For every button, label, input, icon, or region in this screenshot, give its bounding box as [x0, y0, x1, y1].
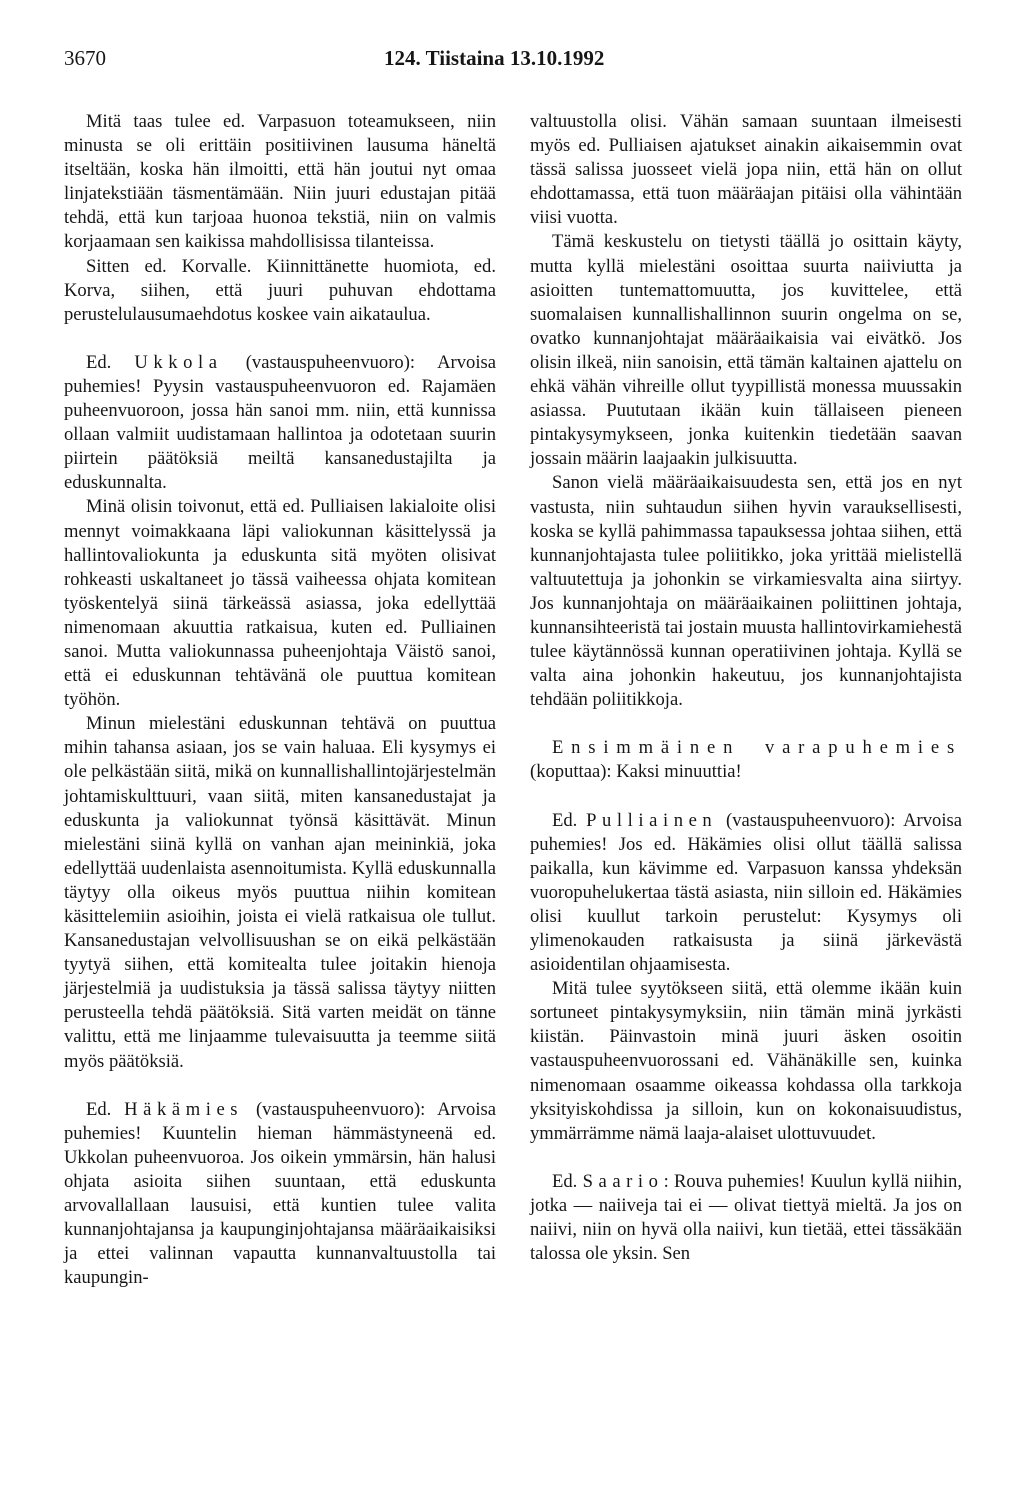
speech-saario: [530, 1170, 962, 1266]
paragraph: Tämä keskustelu on tietysti täällä jo osittain käyty, mutta kyllä mielestäni osoittaa suurta naiiviutta ja asioitten tuntemattomuutta, jos kuvittelee, että suomalaisen kunnallishallinnon suurin ongelma on se, ovatko kunnanjohtajat määräaikaisia vai eivätkö. Jos olisin ilkeä, niin sanoisin, että tämän kaltainen ajattelu on ehkä vähän vihreille ollut tyypillistä monessa muussakin asiassa. Puututaan ikään kuin tällaiseen pieneen pintakysymykseen, jonka kuitenkin tiedetään saavan jossain määrin laajaakin julkisuutta.: [530, 231, 962, 470]
speech-text: (vastauspuheenvuoro): Arvoisa puhemies! Kuuntelin hieman hämmästyneenä ed. Ukkolan puheenvuoroa. Jos oikein ymmärsin, hän halusi ohjata asioita siihen suuntaan, että eduskunta arvovallallaan lausuisi, että kuntien tulee valita kunnanjohtajansa ja kaupunginjohtajansa määräaikaisiksi ja ettei valinnan vapautta kunnanvaltuustolla tai kaupungin-: [64, 1098, 496, 1289]
paragraph: Mitä tulee syytökseen siitä, että olemme ikään kuin sortuneet pintakysymyksiin, niin tämän minä jyrkästi kiistän. Päinvastoin minä juuri äsken osoitin vastauspuheenvuorossani ed. Vähänäkille sen, kuinka nimenomaan osaamme oikeassa kohdassa olla tarkkoja yksityiskohdissa ja silloin, kun on kokonaisuudistus, ymmärrämme nämä laaja-alaiset ulottuvuudet.: [530, 978, 962, 1144]
speaker-name: Ensimmäinen varapuhemies: [552, 737, 962, 759]
speech-ukkola: [64, 351, 496, 496]
speech-text: (vastauspuheenvuoro): Arvoisa puhemies! Pyysin vastauspuheenvuoron ed. Rajamäen puheenvuoroon, jossa hän sanoi mm. niin, että kunnissa ollaan valmiit uudistamaan hallintoa ja odotetaan suurin piirtein päätöksiä meiltä kansanedustajilta ja eduskunnalta.: [64, 351, 497, 494]
speaker-name: Saario: [582, 1170, 664, 1192]
running-head: 124. Tiistaina 13.10.1992: [384, 46, 605, 70]
left-column: [64, 110, 496, 1290]
paragraph: Sitten ed. Korvalle. Kiinnittänette huomiota, ed. Korva, siihen, että juuri puhuvan ehdottama perustelulausumaehdotus koskee vain aikataulua.: [64, 255, 496, 325]
speaker-prefix: Ed.: [86, 1098, 112, 1120]
speech-pulliainen: [530, 809, 962, 978]
paragraph: valtuustolla olisi. Vähän samaan suuntaan ilmeisesti myös ed. Pulliaisen ajatukset ainakin aikaisemmin ovat tässä salissa juosseet vielä jopa niin, että hän on ollut ehdottamassa, että tuon määräajan pitäisi olla vähintään viisi vuotta.: [530, 111, 962, 229]
speaker-prefix: Ed.: [86, 351, 112, 373]
speaker-prefix: Ed.: [552, 1170, 578, 1192]
speaker-name: Häkämies: [124, 1098, 244, 1120]
chair-remark: [530, 736, 962, 784]
paragraph: Minun mielestäni eduskunnan tehtävä on puuttua mihin tahansa asiaan, jos se vain haluaa. Eli kysymys ei ole pelkästään siitä, mikä on kunnallishallintojärjestelmän johtamiskulttuuri, vaan siitä, miten kansanedustajat ja eduskunta ja valiokunnat työnsä käsittävät. Minun mielestäni siinä kyllä on vanhan ajan meininkiä, joka edellyttää uudenlaista asennoitumista. Kyllä eduskunnalla täytyy olla oikeus myös puuttua niihin komitean käsittelemiin asioihin, joista ei vielä ratkaisua ole tullut. Kansanedustajan velvollisuushan se on eikä pelkästään tyytyä siihen, että komitealta tulee joitakin hienoja järjestelmiä ja uudistuksia ja tässä salissa täytyy niitten perusteella tehdä päätöksiä. Sitä varten meidät on tänne valittu, että me linjaamme tulevaisuutta ja teemme siitä myös päätöksiä.: [64, 713, 496, 1072]
speech-text: : Rouva puhemies! Kuulun kyllä niihin, jotka — naiiveja tai ei — olivat tiettyä mieltä. Ja jos on naiivi, niin on hyvä olla naiivi, kun tietää, ettei tässäkään talossa ole yksin. Sen: [530, 1170, 962, 1265]
speaker-prefix: Ed.: [552, 809, 578, 831]
speech-text: (koputtaa): Kaksi minuuttia!: [530, 761, 742, 783]
speaker-name: Pulliainen: [586, 809, 718, 831]
page-number: 3670: [64, 46, 106, 70]
paragraph: Minä olisin toivonut, että ed. Pulliaisen lakialoite olisi mennyt voimakkaana läpi valiokunnan käsittelyssä ja hallintovaliokunta ja eduskunta sitä myöten olisivat rohkeasti uskaltaneet jo tässä vaiheessa ohjata komitean työskentelyä siinä tärkeässä asiassa, joka edellyttää nimenomaan akuuttia ratkaisua, kuten ed. Pulliainen sanoi. Mutta valiokunnassa puheenjohtaja Väistö sanoi, että ei eduskunnan tehtävänä ole puuttua komitean työhön.: [64, 496, 496, 711]
right-column: [530, 110, 962, 1266]
speech-hakamies: [64, 1098, 496, 1291]
paragraph: Mitä taas tulee ed. Varpasuon toteamukseen, niin minusta se oli erittäin positiivinen lausuma häneltä itseltään, koska hän ilmoitti, että hän joutui nyt omaa linjatekstiään täsmentämään. Niin juuri edustajan pitää tehdä, että kun tarjoaa huonoa tekstiä, niin on valmis korjaamaan sen kaikissa mahdollisissa tilanteissa.: [64, 111, 496, 253]
speech-text: (vastauspuheenvuoro): Arvoisa puhemies! Jos ed. Häkämies olisi ollut täällä salissa paikalla, kun kävimme ed. Varpasuon kanssa yhdeksän vuoropuhelukertaa tästä asiasta, niin silloin ed. Häkämies olisi kuullut tarkoin perustelut: Kysymys oli ylimenokauden ratkaisusta ja siinä järkevästä asioidentilan ohjaamisesta.: [530, 809, 963, 976]
speaker-name: Ukkola: [134, 351, 223, 373]
paragraph: Sanon vielä määräaikaisuudesta sen, että jos en nyt vastusta, niin suhtaudun siihen hyvin varauksellisesti, koska se kyllä pahimmassa tapauksessa johtaa siihen, että kunnanjohtajasta tulee poliitikko, joka yrittää mielistellä valtuutettuja ja johonkin se virkamiesvalta aina siirtyy. Jos kunnanjohtaja on määräaikainen poliittinen johtaja, kunnansihteeristä tai jostain muusta hallintovirkamiehestä tulee käytännössä kunnan operatiivinen johtaja. Kyllä se valta aina johonkin hakeutuu, jos kunnanjohtajista tehdään poliitikkoja.: [530, 472, 962, 711]
